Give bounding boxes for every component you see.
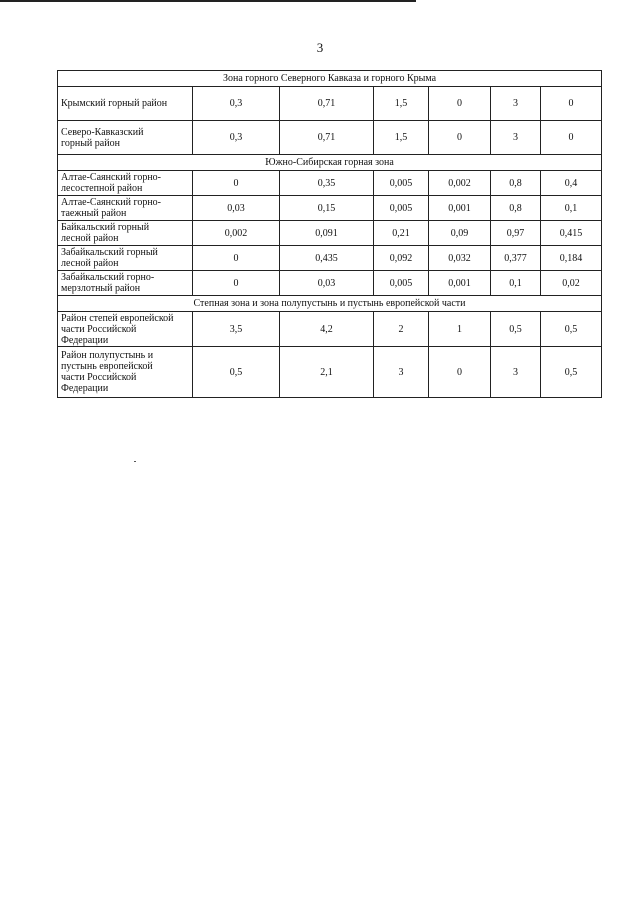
region-name-line: Забайкальский горный [61,247,158,258]
value-cell: 0,8 [491,171,541,196]
value-cell: 0,3 [193,121,280,155]
region-name-line: Федерации [61,383,109,394]
coefficients-table [57,70,602,398]
value-cell: 0 [429,87,491,121]
value-cell: 1,5 [374,87,429,121]
table-row [58,246,602,271]
region-name-line: Алтае-Саянский горно- [61,172,162,183]
region-name-line: Северо-Кавказский [61,126,144,138]
value-cell: 0,5 [541,347,602,398]
region-name-line: лесной район [61,258,119,269]
value-cell: 0,5 [491,312,541,347]
value-cell: 3,5 [193,312,280,347]
value-cell: 3 [491,347,541,398]
table-row [58,196,602,221]
value-cell: 0,377 [491,246,541,271]
value-cell: 3 [491,87,541,121]
value-cell: 3 [491,121,541,155]
value-cell: 2 [374,312,429,347]
value-cell: 0 [541,87,602,121]
scan-speck [134,461,136,462]
page-number: 3 [316,40,324,55]
region-name-cell [58,121,193,155]
value-cell: 0 [193,246,280,271]
value-cell: 0 [193,271,280,296]
value-cell: 1,5 [374,121,429,155]
value-cell: 0 [429,347,491,398]
value-cell: 0,1 [541,196,602,221]
value-cell: 0,092 [374,246,429,271]
zone-title: Степная зона и зона полупустынь и пустынь европейской части [58,296,602,312]
value-cell: 0,15 [280,196,374,221]
region-name-cell [58,312,193,347]
region-name-line: Крымский горный район [61,98,168,109]
region-name-line: Район полупустынь и [61,350,154,361]
value-cell: 0,005 [374,196,429,221]
region-name-cell [58,196,193,221]
value-cell: 0,71 [280,121,374,155]
zone-title: Зона горного Северного Кавказа и горного Крыма [58,71,602,87]
value-cell: 0,8 [491,196,541,221]
zone-title: Южно-Сибирская горная зона [58,155,602,171]
value-cell: 0,5 [193,347,280,398]
zone-header-row [58,296,602,312]
value-cell: 0,002 [429,171,491,196]
value-cell: 0 [193,171,280,196]
value-cell: 0,03 [193,196,280,221]
value-cell: 0 [541,121,602,155]
region-name-line: Байкальский горный [61,222,150,233]
zone-header-row [58,155,602,171]
value-cell: 0,005 [374,171,429,196]
table-row [58,312,602,347]
table-row [58,271,602,296]
region-name-cell [58,271,193,296]
region-name-line: части Российской [61,323,137,335]
region-name-cell [58,347,193,398]
value-cell: 0,091 [280,221,374,246]
value-cell: 0,35 [280,171,374,196]
value-cell: 0,1 [491,271,541,296]
region-name-cell [58,246,193,271]
value-cell: 4,2 [280,312,374,347]
region-name-cell [58,87,193,121]
value-cell: 2,1 [280,347,374,398]
region-name-line: таежный район [61,208,127,219]
region-name-line: Забайкальский горно- [61,272,155,283]
value-cell: 0,5 [541,312,602,347]
table-row [58,221,602,246]
value-cell: 0,184 [541,246,602,271]
region-name-cell [58,171,193,196]
value-cell: 0,002 [193,221,280,246]
value-cell: 0 [429,121,491,155]
value-cell: 0,005 [374,271,429,296]
scan-edge-line [0,0,416,2]
value-cell: 0,09 [429,221,491,246]
value-cell: 0,435 [280,246,374,271]
table-row [58,121,602,155]
table-row [58,171,602,196]
region-name-cell [58,221,193,246]
value-cell: 1 [429,312,491,347]
value-cell: 0,415 [541,221,602,246]
region-name-line: лесостепной район [61,183,143,194]
value-cell: 0,4 [541,171,602,196]
table-row [58,87,602,121]
value-cell: 0,032 [429,246,491,271]
value-cell: 3 [374,347,429,398]
region-name-line: мерзлотный район [61,283,141,294]
value-cell: 0,3 [193,87,280,121]
value-cell: 0,71 [280,87,374,121]
region-name-line: Федерации [61,334,109,346]
region-name-line: лесной район [61,233,119,244]
region-name-line: пустынь европейской [61,361,153,372]
value-cell: 0,001 [429,271,491,296]
region-name-line: Алтае-Саянский горно- [61,197,162,208]
value-cell: 0,03 [280,271,374,296]
table-row [58,347,602,398]
value-cell: 0,97 [491,221,541,246]
value-cell: 0,001 [429,196,491,221]
value-cell: 0,21 [374,221,429,246]
region-name-line: части Российской [61,372,137,383]
zone-header-row [58,71,602,87]
region-name-line: горный район [61,137,120,149]
value-cell: 0,02 [541,271,602,296]
region-name-line: Район степей европейской [61,312,174,324]
